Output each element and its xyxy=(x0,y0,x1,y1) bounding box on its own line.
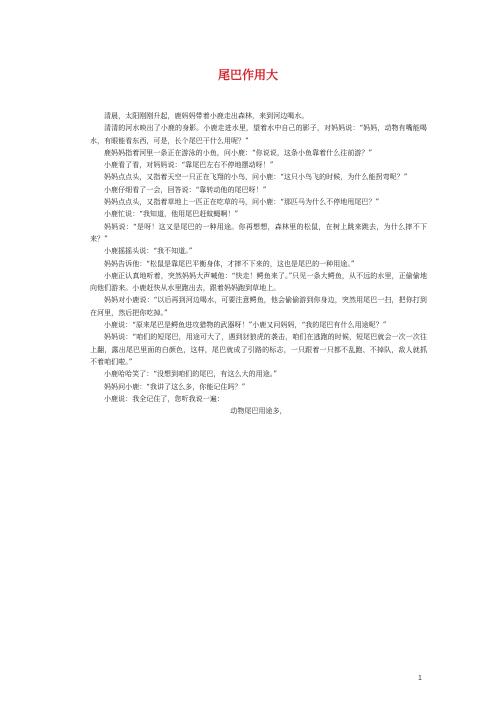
paragraph: 妈妈点点头，又指着天空一只正在飞翔的小鸟，问小鹿：“这只小鸟飞的时候，为什么能拐弯呢？” xyxy=(104,173,408,182)
paragraph: 清清的河水映出了小鹿的身影。小鹿走进水里，望着水中自己的影子，对妈妈说：“妈妈，动物有嘴能喝水，有眼能看东西，可是，长个尾巴干什么用呢？” xyxy=(90,124,427,145)
paragraph: 妈妈告诉他：“松鼠是靠尾巴平衡身体，才摔不下来的，这也是尾巴的一种用途。” xyxy=(104,259,355,268)
paragraph: 妈妈点点头，又指着草地上一匹正在吃草的马，问小鹿：“那匹马为什么不停地甩尾巴？” xyxy=(104,198,380,207)
document-title: 尾巴作用大 xyxy=(217,68,278,82)
paragraph: 小鹿说：“原来尾巴是鳄鱼进攻猎物的武器呀！”小鹿又问妈妈，“我的尾巴有什么用途呢？” xyxy=(104,321,387,330)
paragraph: 妈妈说：“咱们的短尾巴，用途可大了，遇到豺狼虎的袭击，咱们在逃跑的时候，短尾巴就会一次一次往上翻，露出尾巴里面的白颜色，这样，尾巴就成了引路的标志，一只跟着一只都不乱跑、不掉队，敌人就抓不着咱们啦。” xyxy=(90,333,427,366)
paragraph: 妈妈说：“是呀！这又是尾巴的一种用途。你再想想，森林里的松鼠，在树上跳来跳去，为什么摔不下来？” xyxy=(90,222,427,243)
paragraph: 小鹿摇摇头说：“我不知道。” xyxy=(104,247,193,256)
paragraph: 妈妈对小鹿说：“以后再到河边喝水，可要注意鳄鱼，他会偷偷游到你身边，突然用尾巴一扫，把你打到在河里，然后把你吃掉。” xyxy=(90,296,427,317)
paragraph: 小鹿忙说：“我知道，他用尾巴赶蚊蝇啊！” xyxy=(104,210,239,219)
paragraph: 妈妈问小鹿：“我讲了这么多，你能记住吗？” xyxy=(104,382,246,391)
paragraph: 小鹿看了看，对妈妈说：“靠尾巴左右不停地摆动呀！” xyxy=(104,161,274,170)
paragraph: 小鹿说：我全记住了，您听我说一遍： xyxy=(104,394,224,403)
document-body xyxy=(90,110,427,417)
page-number: 1 xyxy=(418,675,422,682)
paragraph: 小鹿哈哈笑了：“没想到咱们的尾巴，有这么大的用途。” xyxy=(104,370,277,379)
paragraph: 小鹿正认真地听着，突然妈妈大声喊他：“快走！鳄鱼来了。”只见一条大鳄鱼，从不远的水里，正偷偷地向他们游来。小鹿赶快从水里跑出去，跟着妈妈跑到草地上。 xyxy=(90,271,427,293)
paragraph: 清晨，太阳刚刚升起，鹿妈妈带着小鹿走出森林，来到河边喝水。 xyxy=(104,112,309,120)
paragraph: 鹿妈妈指着河里一条正在游泳的小鱼，问小鹿：“你说说，这条小鱼靠着什么往前游？” xyxy=(104,148,373,157)
poem-line: 动物尾巴用途多， xyxy=(230,407,287,416)
paragraph: 小鹿仔细看了一会，回答说：“靠转动他的尾巴呀！” xyxy=(104,185,267,194)
